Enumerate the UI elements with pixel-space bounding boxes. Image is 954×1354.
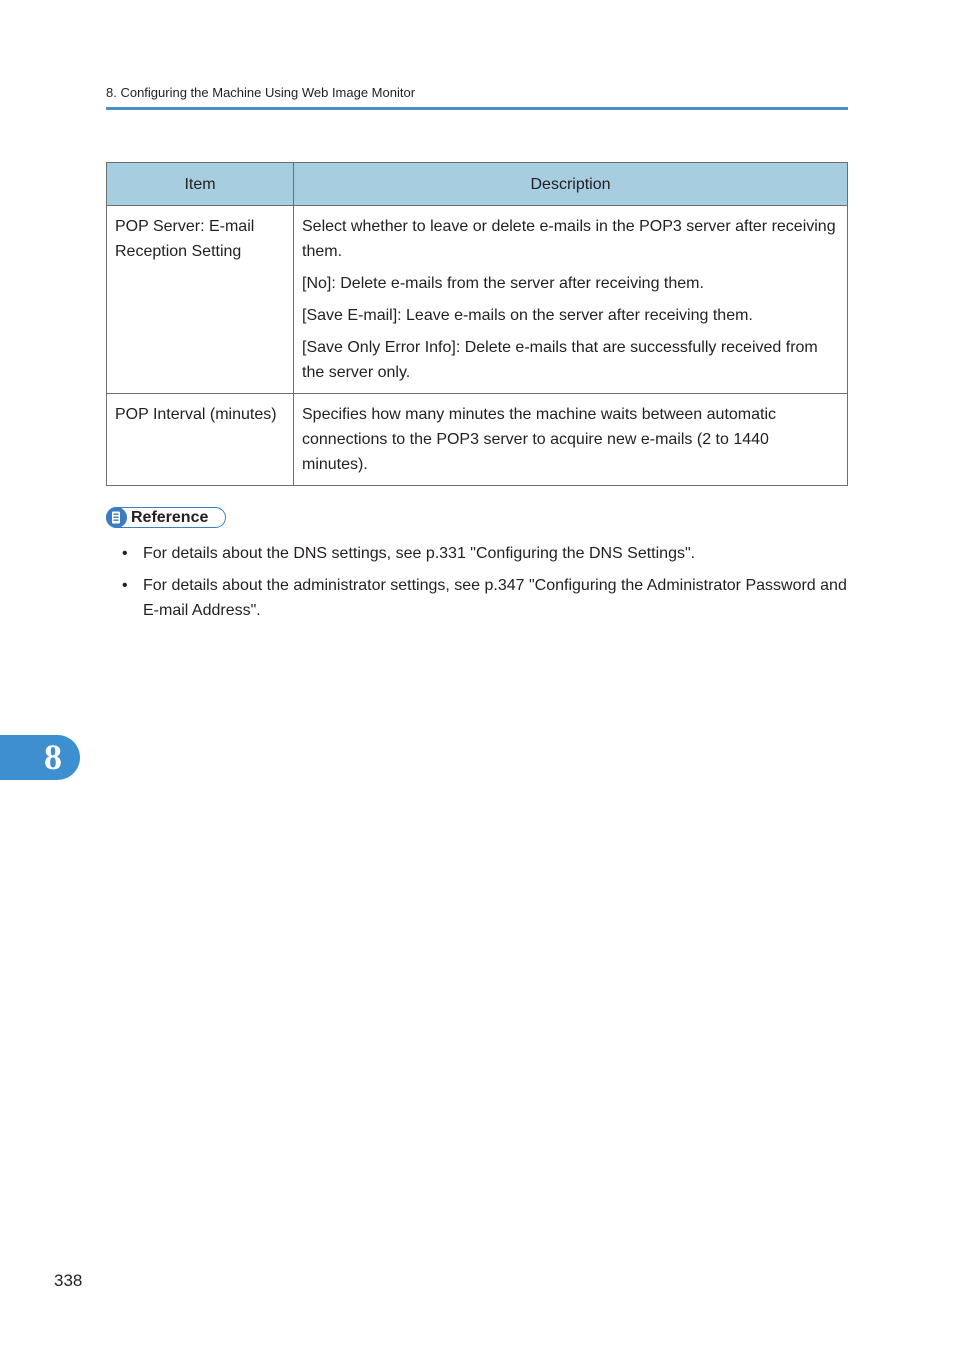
row-item-pop-server: POP Server: E-mail Reception Setting: [107, 206, 294, 394]
page-number: 338: [54, 1271, 83, 1290]
bullet-icon: •: [122, 577, 128, 594]
description-paragraph: [No]: Delete e-mails from the server after receiving them.: [302, 275, 704, 292]
table-row: [107, 206, 848, 394]
reference-book-icon: [106, 507, 127, 528]
chapter-tab: [0, 735, 80, 780]
row-description-pop-interval: [294, 394, 848, 486]
row-item-pop-interval: POP Interval (minutes): [107, 394, 294, 486]
description-paragraph: [Save E-mail]: Leave e-mails on the server after receiving them.: [302, 307, 753, 324]
header-rule: [106, 107, 848, 110]
settings-table: [106, 162, 848, 486]
description-paragraph: Select whether to leave or delete e-mails in the POP3 server after receiving them.: [302, 218, 836, 260]
reference-label: Reference: [131, 509, 209, 526]
row-description-pop-server: [294, 206, 848, 394]
bullet-icon: •: [122, 545, 128, 562]
reference-text: For details about the DNS settings, see p.331 "Configuring the DNS Settings".: [143, 545, 696, 562]
list-item: [106, 573, 848, 623]
column-header-item: Item: [107, 163, 294, 206]
description-paragraph: Specifies how many minutes the machine waits between automatic connections to the POP3 server to acquire new e-mails (2 to 1440 minutes).: [302, 406, 777, 473]
running-header: 8. Configuring the Machine Using Web Image Monitor: [106, 85, 416, 100]
description-paragraph: [Save Only Error Info]: Delete e-mails that are successfully received from the server only.: [302, 339, 818, 381]
reference-badge: [106, 507, 226, 528]
column-header-description: Description: [294, 163, 848, 206]
reference-list: [106, 541, 848, 630]
chapter-number: 8: [44, 737, 62, 777]
reference-text: For details about the administrator settings, see p.347 "Configuring the Administrator Password and E-mail Address".: [143, 577, 847, 619]
table-row: [107, 394, 848, 486]
table-header-row: [107, 163, 848, 206]
list-item: [106, 541, 848, 566]
